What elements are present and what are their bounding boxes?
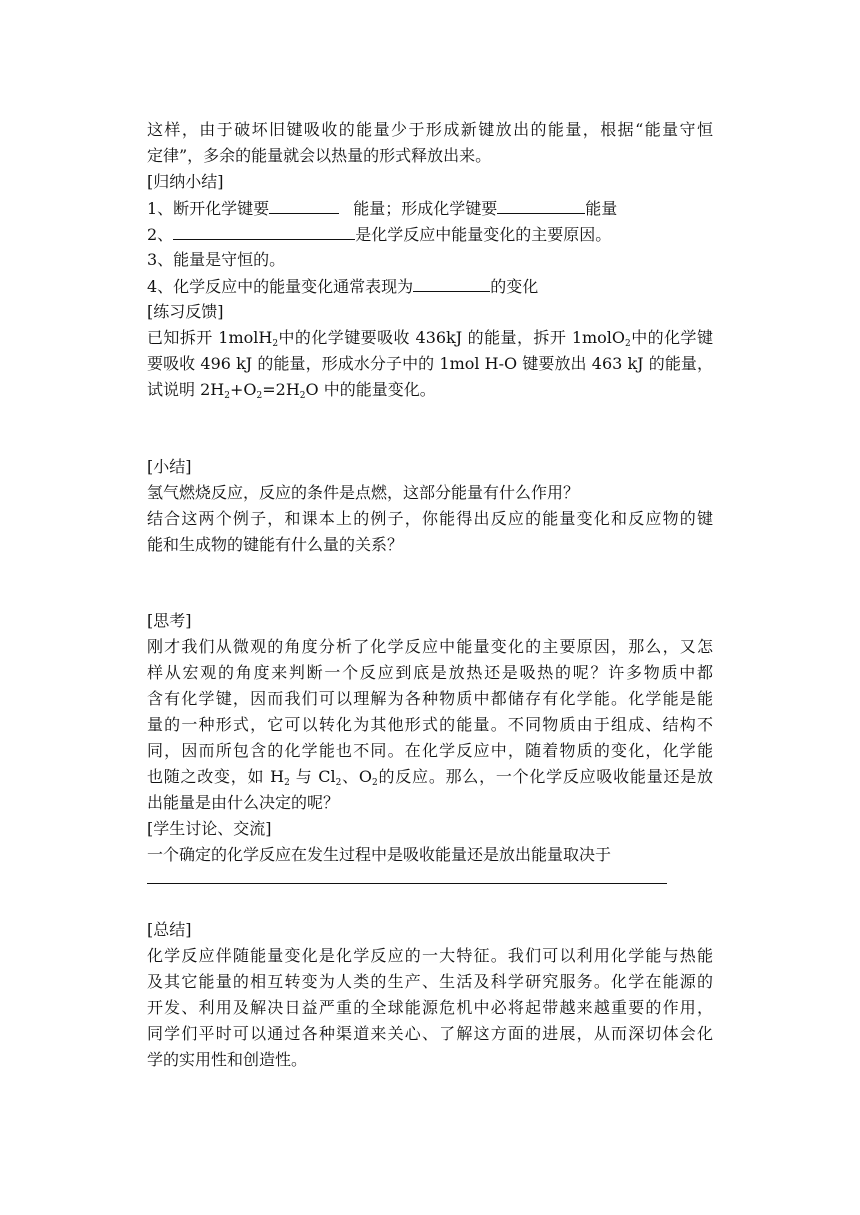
zongjie-line-5: 学的实用性和创造性。 xyxy=(147,1050,308,1069)
intro-line-2: 定律”，多余的能量就会以热量的形式释放出来。 xyxy=(147,146,492,165)
blank-2 xyxy=(497,196,585,214)
answer-blank-line xyxy=(147,883,667,884)
sikao-line-1: 刚才我们从微观的角度分析了化学反应中能量变化的主要原因，那么，又怎 xyxy=(147,637,713,656)
xiaojie-heading: [小结] xyxy=(147,457,192,476)
blank-3 xyxy=(173,222,355,240)
practice-line-1: 已知拆开 1molH$_2$中的化学键要吸收 436kJ 的能量，拆开 1molO$_2$中的化学键 xyxy=(147,328,713,349)
blank-1 xyxy=(269,196,339,214)
summary-item-1: 1、断开化学键要 能量；形成化学键要 能量 xyxy=(147,196,617,220)
sikao-line-5: 同，因而所包含的化学能也不同。在化学反应中，随着物质的变化，化学能 xyxy=(147,741,713,760)
summary-heading: [归纳小结] xyxy=(147,172,224,191)
summary-item-4: 4、化学反应中的能量变化通常表现为 的变化 xyxy=(147,274,538,298)
sikao-heading: [思考] xyxy=(147,611,192,630)
xiaojie-line-1: 氢气燃烧反应，反应的条件是点燃，这部分能量有什么作用？ xyxy=(147,483,580,502)
zongjie-line-4: 同学们平时可以通过各种渠道来关心、了解这方面的进展，从而深切体会化 xyxy=(147,1024,713,1043)
sikao-line-7: 出能量是由什么决定的呢？ xyxy=(147,793,340,812)
zongjie-line-1: 化学反应伴随能量变化是化学反应的一大特征。我们可以利用化学能与热能 xyxy=(147,946,713,965)
sikao-line-6: 也随之改变，如 $H_2$ 与 $Cl_2$、$O_2$的反应。那么，一个化学反应吸收能量还是放 xyxy=(147,767,713,788)
summary-item-2: 2、 是化学反应中能量变化的主要原因。 xyxy=(147,222,611,246)
zongjie-line-3: 开发、利用及解决日益严重的全球能源危机中必将起带越来越重要的作用， xyxy=(147,998,713,1017)
zongjie-heading: [总结] xyxy=(147,920,192,939)
xiaojie-line-3: 能和生成物的键能有什么量的关系？ xyxy=(147,535,404,554)
practice-heading: [练习反馈] xyxy=(147,302,224,321)
sikao-line-4: 量的一种形式，它可以转化为其他形式的能量。不同物质由于组成、结构不 xyxy=(147,715,713,734)
practice-line-3: 试说明 $2H_2+O_2=2H_2O$ 中的能量变化。 xyxy=(147,380,436,401)
summary-item-3: 3、能量是守恒的。 xyxy=(147,250,286,269)
discussion-heading: [学生讨论、交流] xyxy=(147,819,272,838)
intro-line-1: 这样，由于破坏旧键吸收的能量少于形成新键放出的能量，根据“能量守恒 xyxy=(147,120,713,139)
xiaojie-line-2: 结合这两个例子，和课本上的例子，你能得出反应的能量变化和反应物的键 xyxy=(147,509,713,528)
sikao-line-3: 含有化学键，因而我们可以理解为各种物质中都储存有化学能。化学能是能 xyxy=(147,689,713,708)
practice-line-2: 要吸收 496 kJ 的能量，形成水分子中的 1mol H-O 键要放出 463 kJ 的能量， xyxy=(147,354,713,373)
discussion-line-1: 一个确定的化学反应在发生过程中是吸收能量还是放出能量取决于 xyxy=(147,845,612,864)
blank-4 xyxy=(413,274,490,292)
sikao-line-2: 样从宏观的角度来判断一个反应到底是放热还是吸热的呢？许多物质中都 xyxy=(147,663,713,682)
zongjie-line-2: 及其它能量的相互转变为人类的生产、生活及科学研究服务。化学在能源的 xyxy=(147,972,713,991)
